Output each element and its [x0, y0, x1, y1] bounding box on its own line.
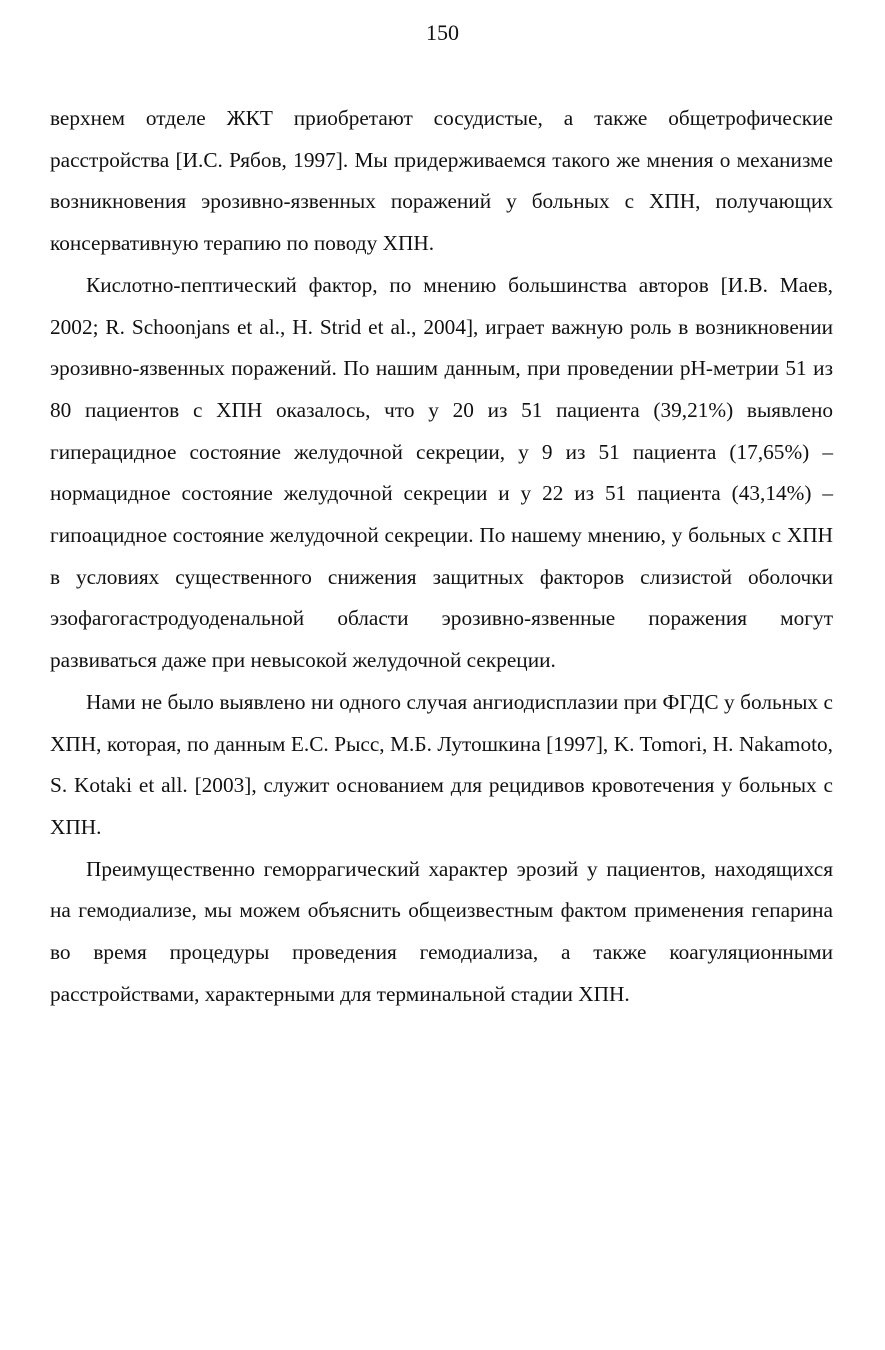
body-text [50, 98, 833, 1015]
paragraph-angiodysplasia: Нами не было выявлено ни одного случая ангиодисплазии при ФГДС у больных с ХПН, которая, по данным Е.С. Рысс, М.Б. Лутошкина [1997], K. Tomori, H. Nakamoto, S. Kotaki et all. [2003], служит основанием для рецидивов кровотечения у больных с ХПН. [50, 689, 833, 839]
paragraph-hemorrhagic-erosions: Преимущественно геморрагический характер эрозий у пациентов, находящихся на гемодиализе, мы можем объяснить общеизвестным фактом применения гепарина во время процедуры проведения гемодиализа, а также коагуляционными расстройствами, характерными для терминальной стадии ХПН. [50, 856, 833, 1006]
paragraph-continuation: верхнем отделе ЖКТ приобретают сосудистые, а также общетрофические расстройства [И.С. Рябов, 1997]. Мы придерживаемся такого же мнения о механизме возникновения эрозивно-язвенных поражений у больных с ХПН, получающих консервативную терапию по поводу ХПН. [50, 106, 833, 256]
page-number: 150 [426, 20, 459, 45]
paragraph-acid-peptic-factor: Кислотно-пептический фактор, по мнению большинства авторов [И.В. Маев, 2002; R. Schoonjans et al., H. Strid et al., 2004], играет важную роль в возникновении эрозивно-язвенных поражений. По нашим данным, при проведении pH-метрии 51 из 80 пациентов с ХПН оказалось, что у 20 из 51 пациента (39,21%) выявлено гиперацидное состояние желудочной секреции, у 9 из 51 пациента (17,65%) – нормацидное состояние желудочной секреции и у 22 из 51 пациента (43,14%) – гипоацидное состояние желудочной секреции. По нашему мнению, у больных с ХПН в условиях существенного снижения защитных факторов слизистой оболочки эзофагогастродуоденальной области эрозивно-язвенные поражения могут развиваться даже при невысокой желудочной секреции. [50, 272, 833, 673]
